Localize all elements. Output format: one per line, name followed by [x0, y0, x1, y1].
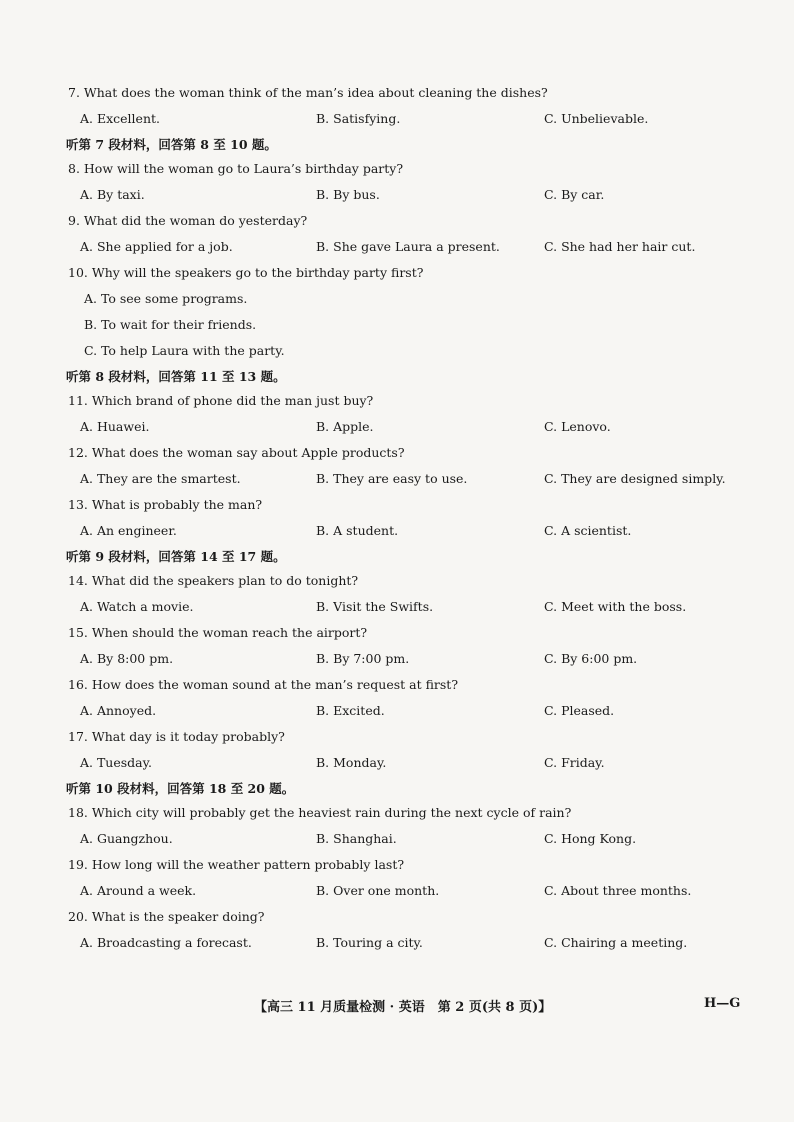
answer-option: B. Monday.: [316, 755, 387, 770]
question-text: 19. How long will the weather pattern probably last?: [68, 857, 405, 872]
answer-option: C. She had her hair cut.: [544, 239, 696, 254]
answer-option: A. Guangzhou.: [80, 831, 173, 846]
question-text: 8. How will the woman go to Laura’s birthday party?: [68, 161, 404, 176]
answer-options: [66, 418, 746, 436]
answer-option: C. By 6:00 pm.: [544, 651, 638, 666]
answer-option: A. An engineer.: [80, 523, 177, 538]
question-text: 10. Why will the speakers go to the birthday party first?: [68, 265, 424, 280]
answer-option: A. Tuesday.: [80, 755, 153, 770]
question-block: [66, 160, 746, 204]
answer-options: [66, 830, 746, 848]
answer-option: B. A student.: [316, 523, 399, 538]
question-text: 7. What does the woman think of the man’s idea about cleaning the dishes?: [68, 85, 548, 100]
question-block: [66, 856, 746, 900]
answer-option: B. Excited.: [316, 703, 385, 718]
question-text: 16. How does the woman sound at the man’s request at first?: [68, 677, 459, 692]
footer-title: 【高三 11 月质量检测 · 英语 第 2 页(共 8 页)】: [254, 1000, 552, 1015]
question-block: [66, 264, 746, 360]
question-block: [66, 496, 746, 540]
question-block: [66, 804, 746, 848]
answer-option: B. Touring a city.: [316, 935, 423, 950]
question-list: [66, 84, 746, 960]
answer-option: A. By taxi.: [80, 187, 145, 202]
answer-options: [66, 238, 746, 256]
question-block: [66, 728, 746, 772]
section-instruction: 听第 8 段材料，回答第 11 至 13 题。: [66, 369, 286, 384]
answer-options: [66, 522, 746, 540]
answer-option: C. About three months.: [544, 883, 692, 898]
answer-options: [66, 598, 746, 616]
answer-options: [66, 186, 746, 204]
answer-option: A. To see some programs.: [84, 291, 248, 306]
answer-option: C. They are designed simply.: [544, 471, 726, 486]
answer-option: A. She applied for a job.: [80, 239, 233, 254]
answer-option: A. Huawei.: [80, 419, 150, 434]
answer-option: A. Annoyed.: [80, 703, 157, 718]
answer-option: C. Pleased.: [544, 703, 615, 718]
answer-option: C. Friday.: [544, 755, 605, 770]
answer-option: B. Visit the Swifts.: [316, 599, 434, 614]
question-text: 12. What does the woman say about Apple products?: [68, 445, 405, 460]
question-text: 14. What did the speakers plan to do tonight?: [68, 573, 359, 588]
question-block: [66, 392, 746, 436]
question-text: 11. Which brand of phone did the man just buy?: [68, 393, 374, 408]
answer-option: B. They are easy to use.: [316, 471, 468, 486]
answer-option: A. By 8:00 pm.: [80, 651, 174, 666]
question-text: 13. What is probably the man?: [68, 497, 263, 512]
footer-code: H—G: [704, 996, 741, 1011]
question-block: [66, 84, 746, 128]
question-block: [66, 676, 746, 720]
answer-options: [66, 934, 746, 952]
answer-options: [66, 290, 746, 360]
answer-option: B. Shanghai.: [316, 831, 397, 846]
answer-option: B. To wait for their friends.: [84, 317, 257, 332]
answer-option: B. By 7:00 pm.: [316, 651, 410, 666]
section-instruction: 听第 9 段材料，回答第 14 至 17 题。: [66, 549, 286, 564]
section-instruction: 听第 10 段材料，回答第 18 至 20 题。: [66, 781, 295, 796]
answer-option: B. Apple.: [316, 419, 374, 434]
answer-options: [66, 754, 746, 772]
answer-option: C. By car.: [544, 187, 605, 202]
answer-option: B. Satisfying.: [316, 111, 401, 126]
answer-options: [66, 650, 746, 668]
answer-option: A. Around a week.: [80, 883, 197, 898]
answer-options: [66, 110, 746, 128]
answer-option: C. Chairing a meeting.: [544, 935, 688, 950]
question-block: [66, 444, 746, 488]
answer-option: C. To help Laura with the party.: [84, 343, 285, 358]
answer-options: [66, 882, 746, 900]
answer-option: B. Over one month.: [316, 883, 440, 898]
answer-option: C. Hong Kong.: [544, 831, 637, 846]
answer-option: A. Broadcasting a forecast.: [80, 935, 252, 950]
question-text: 20. What is the speaker doing?: [68, 909, 265, 924]
answer-option: A. Watch a movie.: [80, 599, 194, 614]
answer-option: B. By bus.: [316, 187, 380, 202]
answer-options: [66, 470, 746, 488]
answer-option: C. Lenovo.: [544, 419, 611, 434]
question-text: 18. Which city will probably get the heaviest rain during the next cycle of rain?: [68, 805, 572, 820]
answer-option: C. A scientist.: [544, 523, 632, 538]
answer-option: A. They are the smartest.: [80, 471, 241, 486]
question-text: 9. What did the woman do yesterday?: [68, 213, 308, 228]
question-block: [66, 624, 746, 668]
answer-option: A. Excellent.: [80, 111, 160, 126]
question-block: [66, 212, 746, 256]
question-block: [66, 908, 746, 952]
section-instruction: 听第 7 段材料，回答第 8 至 10 题。: [66, 137, 277, 152]
question-block: [66, 572, 746, 616]
question-text: 17. What day is it today probably?: [68, 729, 285, 744]
question-text: 15. When should the woman reach the airport?: [68, 625, 368, 640]
answer-option: C. Unbelievable.: [544, 111, 649, 126]
answer-option: C. Meet with the boss.: [544, 599, 687, 614]
answer-option: B. She gave Laura a present.: [316, 239, 500, 254]
answer-options: [66, 702, 746, 720]
